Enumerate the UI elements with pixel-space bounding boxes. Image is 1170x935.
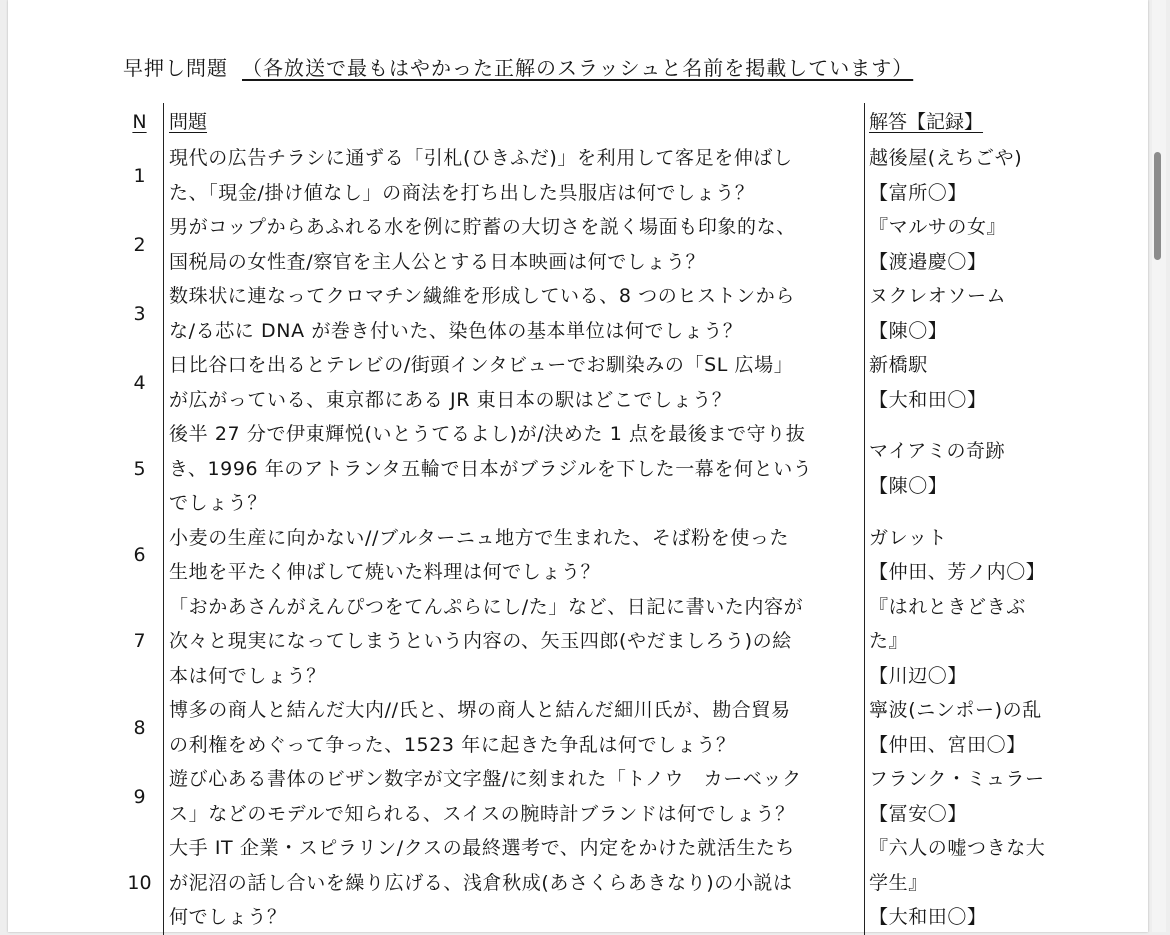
question-text [164, 521, 865, 590]
answer-text [865, 590, 1070, 694]
question-line: 日比谷口を出るとテレビの/街頭インタビューでお馴染みの「SL 広場」 [169, 354, 794, 376]
answer-line: フランク・ミュラー [869, 768, 1045, 790]
question-number: 3 [133, 302, 146, 325]
header-n-label: N [132, 111, 147, 133]
document-title [123, 52, 913, 81]
header-answer-label: 解答【記録】 [869, 111, 984, 133]
answer-text [865, 762, 1070, 831]
answer-text [865, 141, 1070, 210]
answer-line: 新橋駅 [869, 354, 928, 376]
quiz-table [116, 103, 1069, 935]
header-n [116, 103, 164, 141]
question-number: 4 [133, 371, 146, 394]
question-line: 大手 IT 企業・スピラリン/クスの最終選考で、内定をかけた就活生たち [169, 837, 796, 859]
header-question-label: 問題 [169, 111, 208, 133]
question-number: 8 [133, 716, 146, 739]
answer-record: 【冨安〇】 [869, 802, 968, 825]
answer-text [865, 348, 1070, 417]
answer-line: 寧波(ニンポー)の乱 [869, 699, 1042, 721]
answer-record: 【仲田、宮田〇】 [869, 733, 1026, 756]
question-number: 7 [133, 630, 146, 653]
answer-line: た』 [869, 630, 909, 652]
title-text: 早押し問題 [123, 56, 228, 80]
table-header-row [116, 103, 1069, 141]
question-line: ス」などのモデルで知られる、スイスの腕時計ブランドは何でしょう？ [169, 802, 795, 825]
question-number: 2 [133, 233, 146, 256]
question-line: 国税局の女性査/察官を主人公とする日本映画は何でしょう？ [169, 250, 706, 273]
question-text [164, 210, 865, 279]
question-text [164, 762, 865, 831]
question-line: 後半 27 分で伊東輝悦(いとうてるよし)が/決めた 1 点を最後まで守り抜 [169, 423, 806, 445]
scrollbar-thumb[interactable] [1154, 152, 1161, 260]
header-question [164, 103, 865, 141]
question-line: た、「現金/掛け値なし」の商法を打ち出した呉服店は何でしょう？ [169, 181, 755, 204]
question-number: 5 [133, 457, 146, 480]
question-line: 本は何でしょう？ [169, 664, 326, 687]
question-line: が泥沼の話し合いを繰り広げる、浅倉秋成(あさくらあきなり)の小説は [169, 871, 793, 894]
table-row [116, 210, 1069, 279]
subtitle-text: （各放送で最もはやかった正解のスラッシュと名前を掲載しています） [242, 56, 914, 80]
answer-line: 『六人の嘘つきな大 [869, 837, 1046, 859]
question-line: き、1996 年のアトランタ五輪で日本がブラジルを下した一幕を何という [169, 457, 813, 480]
question-text [164, 693, 865, 762]
question-line: 現代の広告チラシに通ずる「引札(ひきふだ)」を利用して客足を伸ばし [169, 147, 793, 169]
question-line: 遊び心ある書体のビザン数字が文字盤/に刻まれた「トノウ カーベック [169, 768, 802, 790]
answer-record: 【陳〇】 [869, 319, 948, 342]
table-row [116, 590, 1069, 694]
answer-text [865, 521, 1070, 590]
table-row [116, 693, 1069, 762]
table-row [116, 762, 1069, 831]
answer-record: 【大和田〇】 [869, 906, 987, 928]
answer-line: ガレット [869, 526, 948, 549]
question-line: 男がコップからあふれる水を例に貯蓄の大切さを説く場面も印象的な、 [169, 216, 796, 238]
question-line: 博多の商人と結んだ大内//氏と、堺の商人と結んだ細川氏が、勘合貿易 [169, 699, 791, 721]
table-row [116, 348, 1069, 417]
answer-record: 【川辺〇】 [869, 664, 968, 687]
question-line: の利権をめぐって争った、1523 年に起きた争乱は何でしょう？ [169, 733, 736, 756]
table-row [116, 141, 1069, 210]
quiz-body [116, 141, 1069, 935]
question-number: 6 [133, 544, 146, 566]
question-line: 小麦の生産に向かない//ブルターニュ地方で生まれた、そば粉を使った [169, 526, 790, 549]
question-number: 10 [127, 871, 152, 894]
answer-line: 越後屋(えちごや) [869, 147, 1023, 169]
question-number: 9 [133, 785, 146, 808]
answer-record: 【仲田、芳ノ内〇】 [869, 561, 1046, 583]
question-text [164, 590, 865, 694]
question-line: でしょう？ [169, 492, 268, 514]
table-row [116, 831, 1069, 935]
answer-line: 『はれときどきぶ [869, 595, 1026, 618]
answer-text [865, 693, 1070, 762]
table-row [116, 521, 1069, 590]
answer-record: 【渡邉慶〇】 [869, 250, 987, 273]
answer-text [865, 279, 1070, 348]
question-line: な/る芯に DNA が巻き付いた、染色体の基本単位は何でしょう？ [169, 319, 743, 342]
scrollbar-track[interactable] [1152, 0, 1166, 932]
question-text [164, 141, 865, 210]
question-line: 「おかあさんがえんぴつをてんぷらにし/た」など、日記に書いた内容が [169, 595, 804, 618]
header-answer [865, 103, 1070, 141]
answer-line: ヌクレオソーム [869, 285, 1007, 307]
table-row [116, 417, 1069, 521]
answer-line: 学生』 [869, 871, 928, 894]
question-text [164, 831, 865, 935]
answer-line: 『マルサの女』 [869, 216, 1007, 238]
question-text [164, 417, 865, 521]
question-line: 何でしょう？ [169, 906, 287, 928]
answer-record: 【陳〇】 [869, 474, 948, 497]
answer-record: 【大和田〇】 [869, 388, 987, 411]
question-number: 1 [133, 164, 146, 187]
question-line: 数珠状に連なってクロマチン繊維を形成している、8 つのヒストンから [169, 285, 795, 307]
answer-text [865, 417, 1070, 521]
question-text [164, 279, 865, 348]
answer-text [865, 831, 1070, 935]
table-row [116, 279, 1069, 348]
answer-record: 【富所〇】 [869, 181, 968, 204]
document-page [8, 0, 1148, 932]
question-line: 次々と現実になってしまうという内容の、矢玉四郎(やだましろう)の絵 [169, 630, 792, 652]
answer-text [865, 210, 1070, 279]
question-line: 生地を平たく伸ばして焼いた料理は何でしょう？ [169, 561, 601, 583]
answer-line: マイアミの奇跡 [869, 440, 1006, 463]
question-line: が広がっている、東京都にある JR 東日本の駅はどこでしょう？ [169, 388, 732, 411]
question-text [164, 348, 865, 417]
